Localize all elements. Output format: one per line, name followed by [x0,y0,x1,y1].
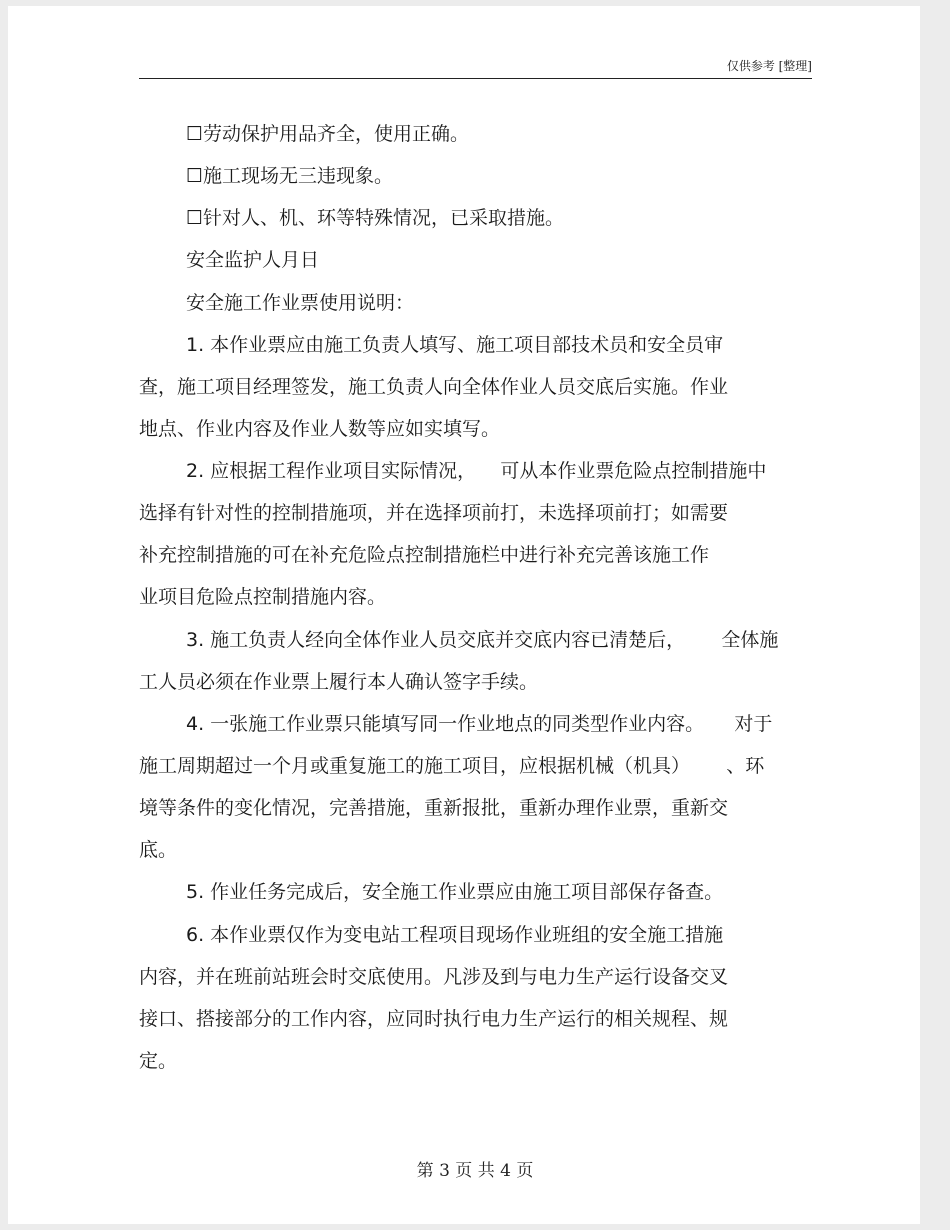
instruction-6-line-2: 内容，并在班前站班会时交底使用。凡涉及到与电力生产运行设备交叉 [139,966,729,988]
instruction-1-line-3: 地点、作业内容及作业人数等应如实填写。 [139,418,501,440]
instruction-4-line-2: 施工周期超过一个月或重复施工的施工项目，应根据机械（机具） 、环 [139,755,765,777]
instructions-heading: 安全施工作业票使用说明： [186,292,415,314]
checklist-item-no-violations: ☐施工现场无三违现象。 [186,165,394,187]
document-page [8,6,920,1224]
instruction-6-line-4: 定。 [139,1050,178,1072]
page-header [139,56,812,79]
instruction-5-line-1: 5. 作业任务完成后，安全施工作业票应由施工项目部保存备查。 [186,881,724,903]
checklist-item-special-measures: ☐针对人、机、环等特殊情况，已采取措施。 [186,207,565,229]
instruction-3-line-2: 工人员必须在作业票上履行本人确认签字手续。 [139,671,539,693]
instruction-1-line-1: 1. 本作业票应由施工负责人填写、施工项目部技术员和安全员审 [186,334,724,356]
checklist-item-ppe: ☐劳动保护用品齐全，使用正确。 [186,123,470,145]
instruction-1-line-2: 查，施工项目经理签发，施工负责人向全体作业人员交底后实施。作业 [139,376,729,398]
instruction-2-line-2: 选择有针对性的控制措施项，并在选择项前打，未选择项前打；如需要 [139,502,729,524]
instruction-2-line-3: 补充控制措施的可在补充危险点控制措施栏中进行补充完善该施工作 [139,544,710,566]
header-text: 仅供参考 [整理] [726,59,812,73]
instruction-3-line-1: 3. 施工负责人经向全体作业人员交底并交底内容已清楚后， 全体施 [186,629,779,651]
instruction-6-line-3: 接口、搭接部分的工作内容，应同时执行电力生产运行的相关规程、规 [139,1008,729,1030]
instruction-4-line-1: 4. 一张施工作业票只能填写同一作业地点的同类型作业内容。 对于 [186,713,773,735]
safety-supervisor-signature-line: 安全监护人月日 [186,249,320,271]
instruction-4-line-3: 境等条件的变化情况，完善措施，重新报批，重新办理作业票，重新交 [139,797,729,819]
instruction-2-line-1: 2. 应根据工程作业项目实际情况， 可从本作业票危险点控制措施中 [186,460,767,482]
instruction-6-line-1: 6. 本作业票仅作为变电站工程项目现场作业班组的安全施工措施 [186,924,724,946]
instruction-4-line-4: 底。 [139,839,178,861]
instruction-2-line-4: 业项目危险点控制措施内容。 [139,586,387,608]
page-number-footer: 第 3 页 共 4 页 [416,1161,534,1181]
